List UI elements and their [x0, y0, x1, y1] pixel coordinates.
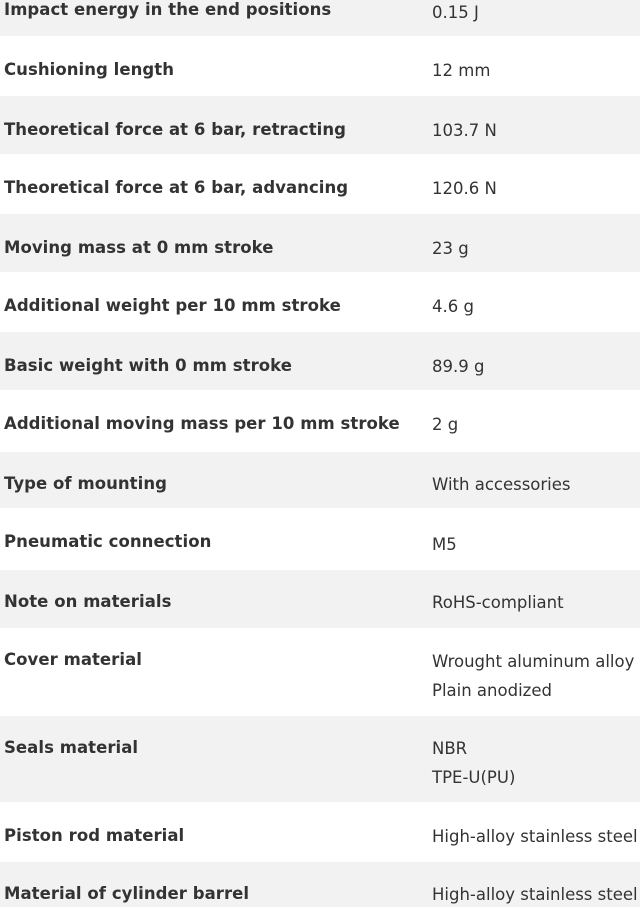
row-label: Cover material: [4, 650, 142, 669]
row-label: Additional weight per 10 mm stroke: [4, 296, 341, 315]
row-value: 2 g: [432, 415, 459, 434]
table-row: [0, 96, 640, 154]
row-value: High-alloy stainless steel: [432, 827, 638, 846]
table-row: [0, 332, 640, 390]
row-label: Cushioning length: [4, 60, 175, 79]
table-row: [0, 628, 640, 716]
table-row: [0, 0, 640, 36]
row-label: Moving mass at 0 mm stroke: [4, 238, 274, 257]
table-row: [0, 272, 640, 332]
row-value: 4.6 g: [432, 297, 474, 316]
row-value: Wrought aluminum alloy Plain anodized: [432, 652, 635, 700]
row-value: 89.9 g: [432, 357, 485, 376]
row-label: Basic weight with 0 mm stroke: [4, 356, 292, 375]
row-label: Theoretical force at 6 bar, advancing: [4, 178, 349, 197]
table-row: [0, 508, 640, 570]
row-label: Piston rod material: [4, 826, 185, 845]
table-row: [0, 570, 640, 628]
row-label: Note on materials: [4, 592, 172, 611]
row-label: Pneumatic connection: [4, 532, 212, 551]
table-row: [0, 214, 640, 272]
row-label: Seals material: [4, 738, 139, 757]
row-value: RoHS-compliant: [432, 593, 564, 612]
table-row: [0, 390, 640, 452]
table-row: [0, 802, 640, 862]
row-label: Impact energy in the end positions: [4, 0, 332, 19]
row-label: Material of cylinder barrel: [4, 884, 250, 903]
table-row: [0, 154, 640, 214]
table-row: [0, 36, 640, 96]
row-value: 103.7 N: [432, 121, 497, 140]
row-value: High-alloy stainless steel: [432, 885, 638, 904]
row-value: NBR TPE-U(PU): [432, 739, 516, 787]
row-label: Additional moving mass per 10 mm stroke: [4, 414, 400, 433]
row-value: 12 mm: [432, 61, 491, 80]
row-value: 0.15 J: [432, 3, 479, 22]
table-row: [0, 862, 640, 907]
row-value: 120.6 N: [432, 179, 497, 198]
row-value: M5: [432, 535, 457, 554]
row-label: Theoretical force at 6 bar, retracting: [4, 120, 347, 139]
row-value: 23 g: [432, 239, 469, 258]
row-label: Type of mounting: [4, 474, 167, 493]
table-row: [0, 452, 640, 508]
row-value: With accessories: [432, 475, 571, 494]
table-row: [0, 716, 640, 802]
